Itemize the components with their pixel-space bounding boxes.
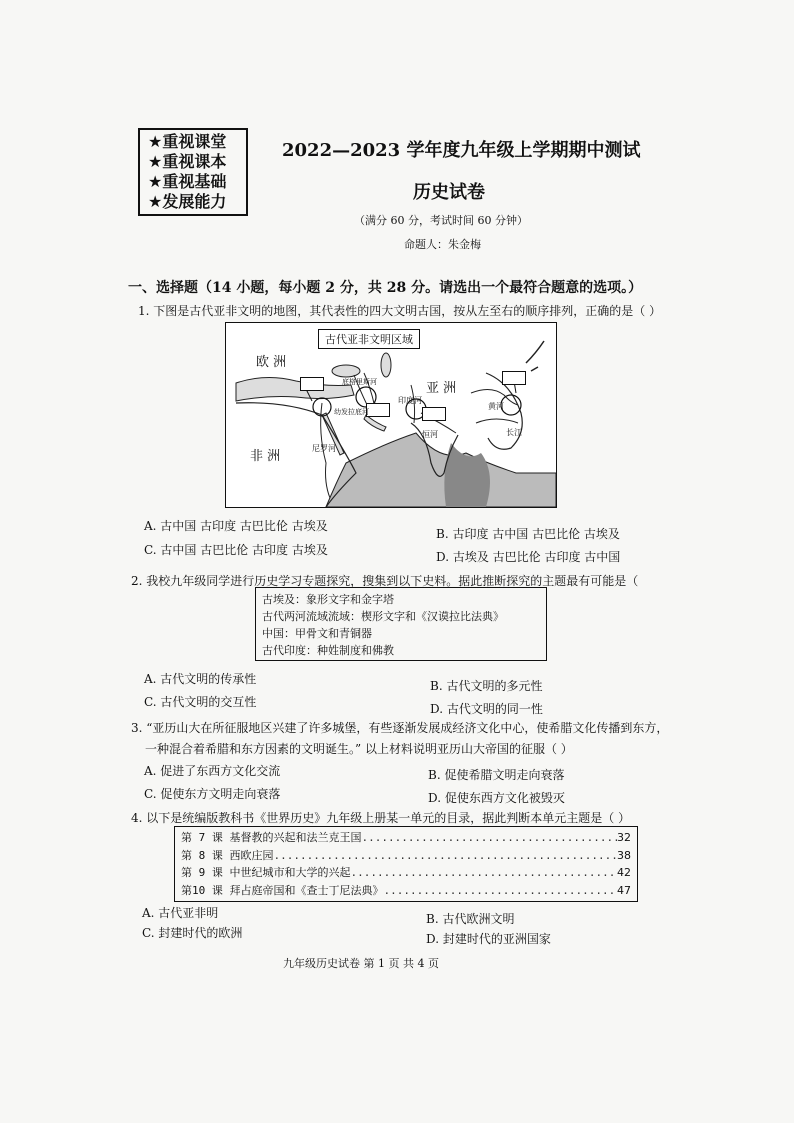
slogan-2: ★重视课本 (148, 152, 227, 171)
q3-stem-line-2: 一种混合着希腊和东方因素的文明诞生。” 以上材料说明亚历山大帝国的征服（ ） (145, 742, 573, 756)
section-heading: 一、选择题（14 小题，每小题 2 分，共 28 分。请选出一个最符合题意的选项。） (128, 280, 643, 296)
toc-row-10: 第10 课 拜占庭帝国和《查士丁尼法典》 ..... 47 (181, 882, 631, 900)
yangtze-river (476, 419, 518, 423)
bay-of-bengal (444, 443, 490, 507)
caspian-sea (381, 353, 391, 377)
q4-option-a: A. 古代亚非明 (142, 906, 219, 920)
label-indus: 印度河 (398, 396, 422, 405)
exam-author: 命题人：朱金梅 (404, 238, 481, 251)
q1-option-c: C. 古中国 古巴比伦 古印度 古埃及 (144, 543, 328, 557)
q3-option-b: B. 促使希腊文明走向衰落 (428, 768, 565, 782)
persian-gulf (364, 415, 386, 431)
q3-option-c: C. 促使东方文明走向衰落 (144, 787, 281, 801)
page-footer: 九年级历史试卷 第 1 页 共 4 页 (283, 957, 439, 970)
label-europe: 欧 洲 (256, 355, 287, 370)
label-asia: 亚 洲 (426, 381, 457, 396)
exam-subtitle: 历史试卷 (413, 182, 485, 203)
toc-row-8: 第 8 课 西欧庄园 ..... 38 (181, 847, 631, 865)
slogan-4: ★发展能力 (148, 192, 227, 211)
mediterranean-sea (236, 377, 354, 401)
q2-source-2: 古代两河流域流域：楔形文字和《汉谟拉比法典》 (262, 610, 504, 623)
q3-option-d: D. 促使东西方文化被毁灭 (428, 791, 565, 805)
q2-option-b: B. 古代文明的多元性 (430, 679, 543, 693)
q2-option-d: D. 古代文明的同一性 (430, 702, 543, 716)
map-blank-4 (502, 371, 526, 385)
q2-option-c: C. 古代文明的交互性 (144, 695, 257, 709)
map-blank-1 (300, 377, 324, 391)
label-ganges: 恒河 (422, 430, 438, 439)
map-caption: 古代亚非文明区域 (318, 329, 420, 349)
indian-ocean (326, 433, 556, 507)
q3-option-a: A. 促进了东西方文化交流 (144, 764, 281, 778)
japan-islands (526, 341, 544, 371)
q1-option-d: D. 古埃及 古巴比伦 古印度 古中国 (436, 550, 621, 564)
q4-option-b: B. 古代欧洲文明 (426, 912, 515, 926)
exam-title: 2022—2023 学年度九年级上学期期中测试 (282, 140, 641, 161)
slogan-3: ★重视基础 (148, 172, 227, 191)
slogan-box (138, 128, 248, 216)
q1-option-b: B. 古印度 古中国 古巴比伦 古埃及 (436, 527, 620, 541)
q4-stem: 4. 以下是统编版教科书《世界历史》九年级上册某一单元的目录，据此判断本单元主题是（ ） (131, 811, 631, 825)
exam-info: （满分 60 分，考试时间 60 分钟） (354, 214, 528, 227)
q2-source-box (255, 587, 547, 661)
q3-stem-line-1: 3. “亚历山大在所征服地区兴建了许多城堡，有些逐渐发展成经济文化中心，使希腊文化传播到东方， (131, 721, 669, 735)
toc-row-7: 第 7 课 基督教的兴起和法兰克王国 ..... 32 (181, 829, 631, 847)
q1-stem: 1. 下图是古代亚非文明的地图，其代表性的四大文明古国，按从左至右的顺序排列，正确的是（ ） (138, 304, 662, 318)
toc-row-9: 第 9 课 中世纪城市和大学的兴起 ..... 42 (181, 864, 631, 882)
label-yellow-river: 黄河 (488, 402, 504, 411)
black-sea (332, 365, 360, 377)
q2-source-3: 中国：甲骨文和青铜器 (262, 627, 372, 640)
map-blank-2 (366, 403, 390, 417)
q2-source-4: 古代印度：种姓制度和佛教 (262, 644, 394, 657)
q2-stem: 2. 我校九年级同学进行历史学习专题探究，搜集到以下史料。据此推断探究的主题最有可能是（ (131, 574, 639, 588)
label-tigris: 底格里斯河 (342, 378, 377, 386)
label-euphrates: 幼发拉底河 (334, 408, 369, 416)
q2-option-a: A. 古代文明的传承性 (144, 672, 257, 686)
label-nile: 尼罗河 (312, 444, 336, 453)
label-yangtze: 长江 (506, 428, 522, 437)
q2-source-1: 古埃及：象形文字和金字塔 (262, 593, 394, 606)
q4-toc-box (174, 826, 638, 902)
q4-option-c: C. 封建时代的欧洲 (142, 926, 243, 940)
q4-option-d: D. 封建时代的亚洲国家 (426, 932, 551, 946)
label-africa: 非 洲 (250, 449, 281, 464)
slogan-1: ★重视课堂 (148, 132, 227, 151)
q1-option-a: A. 古中国 古印度 古巴比伦 古埃及 (144, 519, 328, 533)
map-blank-3 (422, 407, 446, 421)
ancient-civilization-map (225, 322, 557, 508)
